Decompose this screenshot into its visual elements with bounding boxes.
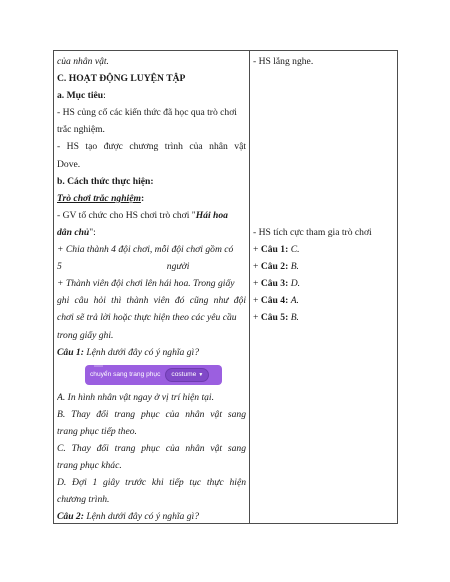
answer-2-label: Câu 2:: [260, 261, 289, 273]
question-2-label: Câu 2:: [57, 511, 84, 523]
gv-line-2: [57, 224, 246, 241]
objective-2b: Dove.: [57, 158, 81, 170]
answer-3-value: D.: [290, 278, 301, 290]
rule-2a: + Thành viên đội chơi lên hái hoa. Trong giấy: [57, 278, 235, 290]
gv-line-2-text: ":: [89, 226, 96, 238]
question-1: [57, 344, 246, 361]
answer-5-value: B.: [290, 312, 299, 324]
objective-1a: - HS củng cố các kiến thức đã học qua trò chơi: [57, 107, 237, 119]
option-d2: chương trình.: [57, 494, 110, 506]
answer-3-label: Câu 3:: [260, 278, 289, 290]
participate-note: - HS tích cực tham gia trò chơi: [253, 226, 372, 238]
section-heading: C. HOẠT ĐỘNG LUYỆN TẬP: [57, 73, 186, 85]
question-2: [57, 508, 246, 525]
left-column: [57, 53, 246, 525]
option-b1: B. Thay đổi trang phục của nhân vật sang: [57, 408, 246, 420]
answer-2-value: B.: [290, 261, 299, 273]
answer-3: + Câu 3: D.: [253, 278, 301, 290]
rule-1b-word: người: [166, 261, 190, 273]
lesson-table: [53, 50, 398, 524]
objective-2a: - HS tạo được chương trình của nhân vật: [57, 141, 246, 153]
scratch-costume-block: [85, 365, 222, 385]
caret-down-icon: ▼: [198, 371, 204, 378]
rule-1b-number: 5: [57, 261, 62, 273]
listen-note: - HS lắng nghe.: [253, 56, 314, 67]
block-notch: [94, 365, 103, 367]
rule-1a: + Chia thành 4 đội chơi, mỗi đội chơi gồm có: [57, 244, 234, 256]
game-colon: :: [140, 192, 145, 204]
objective-1b: trắc nghiệm.: [57, 124, 105, 136]
question-1-text: Lệnh dưới đây có ý nghĩa gì?: [86, 346, 199, 358]
costume-dropdown-label: costume: [171, 370, 197, 378]
answer-1-label: Câu 1:: [260, 244, 289, 256]
option-c1: C. Thay đổi trang phục của nhân vật sang: [57, 442, 246, 454]
game-heading: [57, 190, 246, 207]
scratch-block-label: chuyển sang trang phục: [90, 371, 161, 379]
answer-4-label: Câu 4:: [260, 295, 289, 307]
answer-5-label: Câu 5:: [260, 312, 289, 324]
option-c2: trang phục khác.: [57, 460, 122, 472]
option-b2: trang phục tiếp theo.: [57, 425, 137, 437]
line-intro: của nhân vật.: [57, 56, 109, 67]
scratch-block-row: [57, 361, 246, 389]
rule-2b: ghi câu hỏi thì thành viên đó cũng như đội: [57, 295, 246, 307]
answer-1-value: C.: [290, 244, 300, 256]
game-name-1: Hái hoa: [195, 209, 228, 221]
answer-4-value: A.: [290, 295, 299, 307]
game-title: Trò chơi trắc nghiệm: [57, 192, 141, 204]
right-column: [253, 53, 393, 327]
option-a: A. In hình nhân vật ngay ở vị trí hiện tại.: [57, 391, 214, 403]
question-2-text: Lệnh dưới đây có ý nghĩa gì?: [86, 511, 199, 523]
objective-colon: :: [103, 90, 106, 102]
answer-4: + Câu 4: A.: [253, 295, 299, 307]
game-name-2: dân chủ: [57, 226, 90, 238]
column-divider: [249, 51, 250, 523]
option-d1: D. Đợi 1 giây trước khi tiếp tục thực hiện: [57, 477, 246, 489]
answer-1: + Câu 1: C.: [253, 244, 300, 256]
objective-label: a. Mục tiêu: [57, 90, 104, 102]
rule-1b: [57, 258, 246, 275]
question-1-label: Câu 1:: [57, 346, 84, 358]
method-heading: b. Cách thức thực hiện:: [57, 175, 154, 187]
rule-2d: trong giấy ghi.: [57, 329, 114, 341]
answer-5: + Câu 5: B.: [253, 312, 299, 324]
rule-2c: chơi sẽ trả lời hoặc thực hiện theo các yêu cầu: [57, 312, 237, 324]
objective-heading: [57, 87, 246, 104]
costume-dropdown: [165, 368, 209, 382]
answer-2: + Câu 2: B.: [253, 261, 299, 273]
gv-line-1-text: - GV tổ chức cho HS chơi trò chơi ": [57, 209, 196, 221]
gv-line-1: [57, 207, 246, 224]
